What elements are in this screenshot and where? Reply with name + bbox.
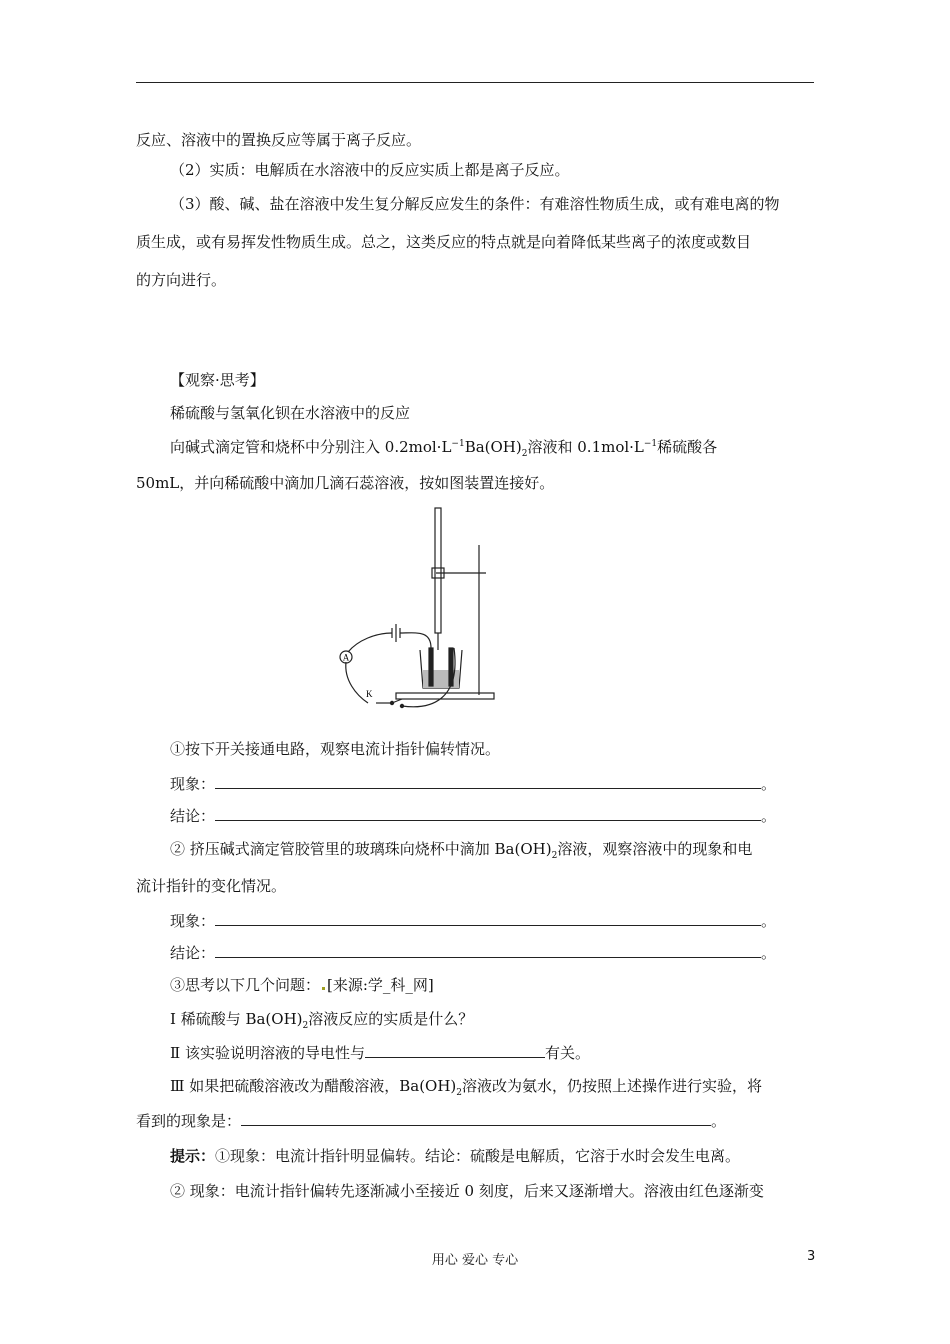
r3b-text: 看到的现象是： bbox=[136, 1112, 242, 1130]
question-r3b bbox=[136, 1111, 726, 1131]
q2-text-2: 溶液，观察溶液中的现象和电 bbox=[557, 840, 753, 858]
paragraph-1: 反应、溶液中的置换反应等属于离子反应。 bbox=[136, 131, 422, 149]
burette bbox=[435, 508, 441, 633]
switch-contact-2 bbox=[400, 704, 403, 707]
footer-slogan: 用心 爱心 专心 bbox=[431, 1253, 519, 1268]
q2-phenomenon bbox=[170, 911, 776, 931]
answer-blank[interactable] bbox=[365, 1043, 545, 1058]
page-number: 3 bbox=[807, 1249, 816, 1264]
answer-blank[interactable] bbox=[241, 1111, 711, 1126]
period: 。 bbox=[761, 912, 777, 930]
paragraph-3a: （3）酸、碱、盐在溶液中发生复分解反应发生的条件：有难溶性物质生成，或有难电离的物 bbox=[170, 195, 780, 213]
conclusion-label: 结论： bbox=[170, 807, 216, 825]
hint-label: 提示： bbox=[170, 1147, 216, 1165]
q2-text-1: ② 挤压碱式滴定管胶管里的玻璃珠向烧杯中滴加 Ba(OH) bbox=[170, 840, 552, 858]
r1-text-2: 溶液反应的实质是什么？ bbox=[308, 1010, 474, 1028]
r1-sub: 2 bbox=[302, 1021, 309, 1031]
switch-label: K bbox=[366, 689, 373, 699]
hint-1 bbox=[170, 1146, 740, 1166]
q2-conclusion bbox=[170, 943, 776, 963]
question-r2 bbox=[170, 1043, 590, 1063]
conclusion-label: 结论： bbox=[170, 944, 216, 962]
q2-sub: 2 bbox=[551, 851, 558, 861]
apparatus-figure bbox=[336, 500, 526, 720]
dot-mark bbox=[322, 987, 325, 990]
section-intro-b: 50mL，并向稀硫酸中滴加几滴石蕊溶液，按如图装置连接好。 bbox=[136, 474, 555, 492]
header-rule bbox=[136, 82, 814, 83]
question-1: ①按下开关接通电路，观察电流计指针偏转情况。 bbox=[170, 740, 501, 758]
q3-source: [来源:学_科_网] bbox=[327, 976, 434, 994]
paragraph-3b: 质生成，或有易挥发性物质生成。总之，这类反应的特点就是向着降低某些离子的浓度或数目 bbox=[136, 233, 752, 251]
r2-text-1: Ⅱ 该实验说明溶液的导电性与 bbox=[170, 1044, 365, 1062]
period: 。 bbox=[761, 807, 777, 825]
hint-1-text: ①现象：电流计指针明显偏转。结论：硫酸是电解质，它溶于水时会发生电离。 bbox=[215, 1147, 741, 1165]
intro-sup-2: −1 bbox=[643, 439, 658, 449]
question-2b: 流计指针的变化情况。 bbox=[136, 877, 287, 895]
section-intro-a bbox=[170, 437, 717, 457]
period: 。 bbox=[761, 775, 777, 793]
intro-text-2: Ba(OH) bbox=[464, 438, 522, 456]
intro-text-1: 向碱式滴定管和烧杯中分别注入 0.2mol·L bbox=[170, 438, 452, 456]
wire-top-left bbox=[348, 633, 392, 652]
q1-conclusion bbox=[170, 806, 776, 826]
ammeter-label: A bbox=[342, 652, 350, 663]
question-2a bbox=[170, 839, 752, 859]
question-3 bbox=[170, 975, 434, 995]
period: 。 bbox=[761, 944, 777, 962]
r2-text-2: 有关。 bbox=[544, 1044, 590, 1062]
r3-text-2: 溶液改为氨水，仍按照上述操作进行实验，将 bbox=[462, 1077, 763, 1095]
q3-text: ③思考以下几个问题： bbox=[170, 976, 321, 994]
intro-sup-1: −1 bbox=[451, 439, 465, 449]
hint-2: ② 现象：电流计指针偏转先逐渐减小至接近 0 刻度，后来又逐渐增大。溶液由红色逐渐变 bbox=[170, 1182, 764, 1200]
answer-blank[interactable] bbox=[215, 943, 761, 958]
intro-text-3: 溶液和 0.1mol·L bbox=[527, 438, 644, 456]
question-r1 bbox=[170, 1009, 473, 1029]
section-title: 稀硫酸与氢氧化钡在水溶液中的反应 bbox=[170, 404, 411, 422]
answer-blank[interactable] bbox=[215, 806, 761, 821]
phenomenon-label: 现象： bbox=[170, 912, 216, 930]
section-heading: 【观察·思考】 bbox=[170, 371, 265, 389]
wire-left-down bbox=[346, 662, 368, 703]
r1-text-1: Ⅰ 稀硫酸与 Ba(OH) bbox=[170, 1010, 303, 1028]
question-r3a bbox=[170, 1076, 762, 1096]
paragraph-2: （2）实质：电解质在水溶液中的反应实质上都是离子反应。 bbox=[170, 161, 570, 179]
wire-top-right bbox=[400, 633, 431, 648]
r3-text-1: Ⅲ 如果把硫酸溶液改为醋酸溶液，Ba(OH) bbox=[170, 1077, 457, 1095]
electrode-left bbox=[429, 648, 433, 686]
answer-blank[interactable] bbox=[215, 774, 761, 789]
q1-phenomenon bbox=[170, 774, 776, 794]
intro-sub-1: 2 bbox=[521, 449, 528, 459]
r3-sub: 2 bbox=[456, 1088, 463, 1098]
intro-text-4: 稀硫酸各 bbox=[657, 438, 718, 456]
period: 。 bbox=[711, 1112, 727, 1130]
paragraph-3c: 的方向进行。 bbox=[136, 271, 227, 289]
phenomenon-label: 现象： bbox=[170, 775, 216, 793]
answer-blank[interactable] bbox=[215, 911, 761, 926]
switch-contact-1 bbox=[390, 701, 393, 704]
